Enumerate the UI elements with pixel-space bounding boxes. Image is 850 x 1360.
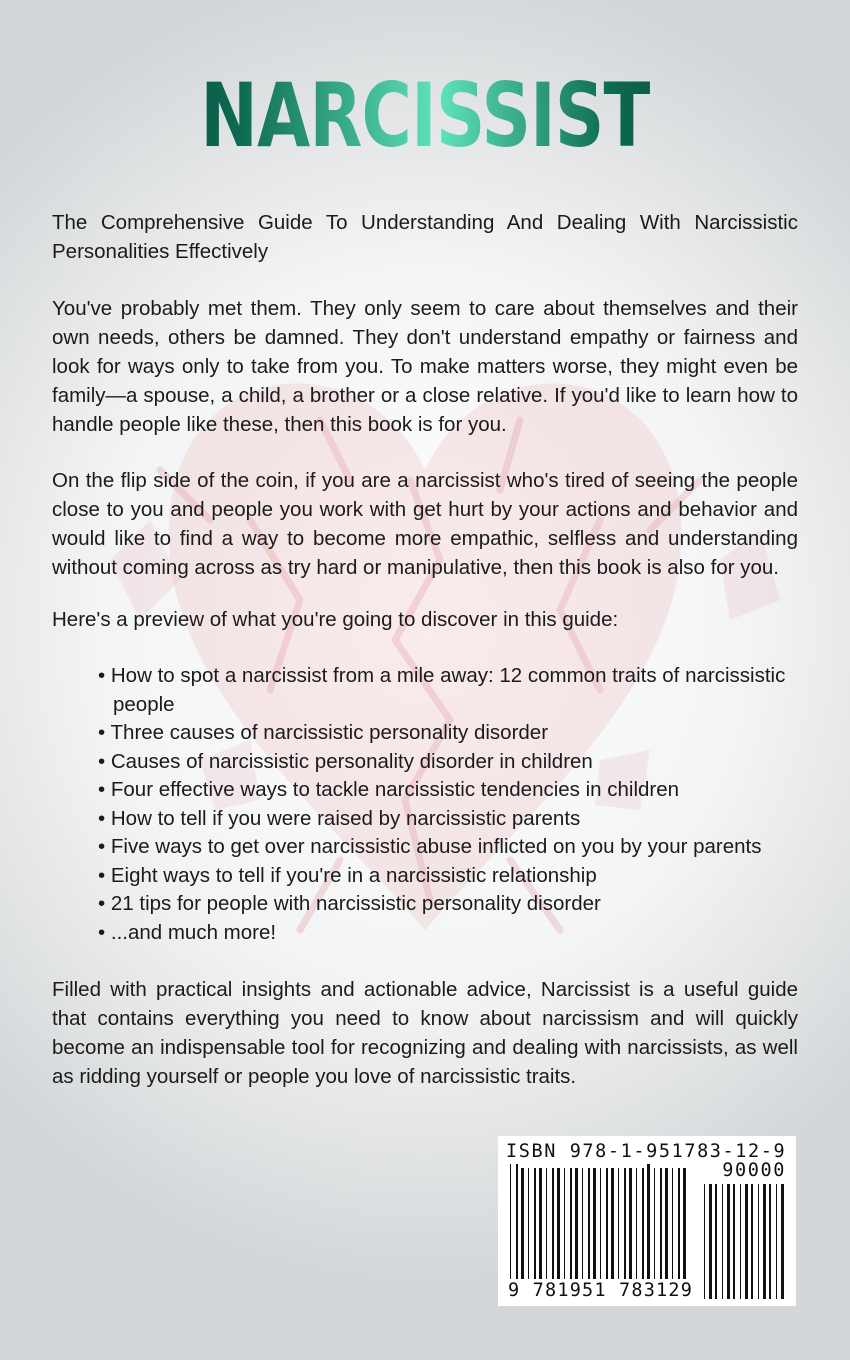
- closing-paragraph: Filled with practical insights and actionable advice, Narcissist is a useful guide that contains everything you need to know about narcissism and will quickly become an indispensable tool for recognizing and dealing with narcissists, as well as ridding yourself or people you love of narcissistic traits.: [52, 978, 798, 1088]
- subtitle: The Comprehensive Guide To Understanding And Dealing With Narcissistic Personalities Effectively: [52, 211, 798, 263]
- price-code: 90000: [722, 1160, 786, 1181]
- barcode-bar: [528, 1168, 529, 1286]
- list-item: • ...and much more!: [98, 920, 277, 944]
- list-item: • Causes of narcissistic personality disorder in children: [98, 749, 593, 773]
- barcode-bar: [769, 1184, 771, 1299]
- barcode-bar: [534, 1168, 536, 1286]
- barcode-bar: [582, 1168, 583, 1286]
- list-item: • Five ways to get over narcissistic abuse inflicted on you by your parents: [98, 835, 762, 858]
- barcode-bar: [654, 1168, 655, 1286]
- barcode-bar: [683, 1168, 686, 1286]
- list-item: • Three causes of narcissistic personality disorder: [98, 721, 549, 744]
- list-item: • How to spot a narcissist from a mile away: 12 common traits of narcissistic people: [98, 664, 786, 716]
- barcode-bar: [733, 1184, 735, 1299]
- barcode-bar: [546, 1168, 547, 1286]
- barcode-bar: [521, 1168, 524, 1286]
- book-title: NARCISSIST: [94, 60, 757, 172]
- barcode-bar: [740, 1184, 741, 1299]
- barcode-bar: [727, 1184, 730, 1299]
- barcode-bar: [647, 1164, 650, 1286]
- barcode-bar: [672, 1168, 673, 1286]
- barcode-bar: [758, 1184, 759, 1299]
- barcode-bar: [642, 1168, 644, 1286]
- barcode-bar: [722, 1184, 723, 1299]
- barcode-bar: [709, 1184, 712, 1299]
- barcode-bar: [570, 1168, 572, 1286]
- barcode-bar: [575, 1168, 578, 1286]
- barcode-bar: [510, 1164, 511, 1286]
- barcode-bar: [588, 1168, 590, 1286]
- intro-paragraph: You've probably met them. They only seem to care about themselves and their own needs, others be damned. They don't understand empathy or fairness and look for ways only to take from you. To make matters worse, they might even be family—a spouse, a child, a brother or a close relative. If you'd like to learn how to handle people like these, then this book is for you.: [52, 297, 798, 436]
- flip-side-paragraph: On the flip side of the coin, if you are a narcissist who's tired of seeing the people close to you and people you work with get hurt by your actions and behavior and would like to find a way to become more empathic, selfless and understanding without coming across as try hard or manipulative, then this book is also for you.: [52, 469, 798, 579]
- barcode-bar: [763, 1184, 766, 1299]
- preview-bullet-list: [98, 662, 818, 947]
- barcode-bar: [557, 1168, 560, 1286]
- barcode-bar: [618, 1168, 619, 1286]
- preview-intro: Here's a preview of what you're going to discover in this guide:: [52, 608, 619, 631]
- barcode-bar: [781, 1184, 784, 1299]
- barcode-bar: [665, 1168, 668, 1286]
- isbn-label: ISBN 978-1-951783-12-9: [506, 1141, 787, 1162]
- list-item: • 21 tips for people with narcissistic personality disorder: [98, 892, 601, 915]
- barcode-bar: [715, 1184, 717, 1299]
- barcode-bar: [751, 1184, 753, 1299]
- barcode-bar: [660, 1168, 662, 1286]
- barcode-bar: [516, 1164, 518, 1286]
- barcode-bar: [629, 1168, 632, 1286]
- barcode-bar: [552, 1168, 554, 1286]
- isbn-barcode: [498, 1136, 796, 1306]
- barcode-bar: [678, 1168, 680, 1286]
- list-item: • Eight ways to tell if you're in a narcissistic relationship: [98, 863, 597, 887]
- barcode-bar: [636, 1168, 637, 1286]
- barcode-bar: [776, 1184, 777, 1299]
- list-item: • Four effective ways to tackle narcissistic tendencies in children: [98, 778, 680, 801]
- barcode-bar: [704, 1184, 705, 1299]
- ean-digits: 9 781951 783129: [508, 1280, 694, 1301]
- barcode-bar: [611, 1168, 614, 1286]
- barcode-bar: [600, 1168, 601, 1286]
- barcode-bar: [564, 1168, 565, 1286]
- barcode-bar: [606, 1168, 608, 1286]
- list-item: • How to tell if you were raised by narcissistic parents: [98, 806, 581, 830]
- barcode-bar: [745, 1184, 748, 1299]
- barcode-bar: [539, 1168, 542, 1286]
- barcode-bar: [624, 1168, 626, 1286]
- barcode-bar: [593, 1168, 596, 1286]
